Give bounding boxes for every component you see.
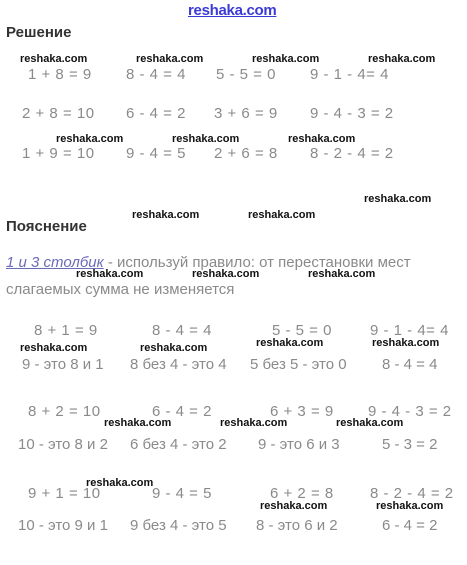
solution-equation: 6 - 4 = 2 (126, 105, 186, 122)
solution-equation: 9 - 1 - 4= 4 (310, 66, 389, 83)
solution-equation: 1 + 8 = 9 (28, 66, 92, 83)
explanation-text: 6 - 4 = 2 (382, 517, 438, 534)
explanation-text: 10 - это 8 и 2 (18, 436, 108, 453)
watermark: reshaka.com (192, 268, 260, 280)
rule-note-columns: 1 и 3 столбик (6, 254, 104, 271)
explanation-equation: 8 - 2 - 4 = 2 (370, 485, 454, 502)
explanation-equation: 8 - 4 = 4 (152, 322, 212, 339)
explanation-equation: 9 - 1 - 4= 4 (370, 322, 449, 339)
watermark: reshaka.com (260, 500, 328, 512)
solution-equation: 2 + 8 = 10 (22, 105, 95, 122)
explanation-text: 10 - это 9 и 1 (18, 517, 108, 534)
solution-equation: 2 + 6 = 8 (214, 145, 278, 162)
explanation-text: 9 - это 6 и 3 (258, 436, 340, 453)
explanation-equation: 6 + 2 = 8 (270, 485, 334, 502)
explanation-text: 8 без 4 - это 4 (130, 356, 227, 373)
watermark: reshaka.com (20, 342, 88, 354)
explanation-equation: 6 + 3 = 9 (270, 403, 334, 420)
site-logo[interactable]: reshaka.com (188, 2, 277, 19)
explanation-equation: 8 + 1 = 9 (34, 322, 98, 339)
solution-equation: 9 - 4 = 5 (126, 145, 186, 162)
explanation-equation: 9 - 4 = 5 (152, 485, 212, 502)
watermark: reshaka.com (20, 53, 88, 65)
section-heading-explanation: Пояснение (6, 218, 87, 235)
watermark: reshaka.com (140, 342, 208, 354)
explanation-text: 9 без 4 - это 5 (130, 517, 227, 534)
watermark: reshaka.com (336, 417, 404, 429)
watermark: reshaka.com (308, 268, 376, 280)
watermark: reshaka.com (172, 133, 240, 145)
watermark: reshaka.com (252, 53, 320, 65)
explanation-text: 9 - это 8 и 1 (22, 356, 104, 373)
watermark: reshaka.com (56, 133, 124, 145)
explanation-text: 5 без 5 - это 0 (250, 356, 347, 373)
rule-note-text: - используй правило: от перестановки мест (103, 254, 411, 271)
watermark: reshaka.com (220, 417, 288, 429)
watermark: reshaka.com (76, 268, 144, 280)
solution-equation: 8 - 4 = 4 (126, 66, 186, 83)
explanation-text: 5 - 3 = 2 (382, 436, 438, 453)
watermark: reshaka.com (86, 477, 154, 489)
solution-equation: 8 - 2 - 4 = 2 (310, 145, 394, 162)
explanation-text: 8 - это 6 и 2 (256, 517, 338, 534)
explanation-text: 6 без 4 - это 2 (130, 436, 227, 453)
watermark: reshaka.com (372, 337, 440, 349)
explanation-equation: 6 - 4 = 2 (152, 403, 212, 420)
solution-equation: 3 + 6 = 9 (214, 105, 278, 122)
section-heading-solution: Решение (6, 24, 72, 41)
watermark: reshaka.com (364, 193, 432, 205)
watermark: reshaka.com (132, 209, 200, 221)
solution-equation: 5 - 5 = 0 (216, 66, 276, 83)
watermark: reshaka.com (256, 337, 324, 349)
explanation-text: 8 - 4 = 4 (382, 356, 438, 373)
explanation-equation: 9 + 1 = 10 (28, 485, 101, 502)
watermark: reshaka.com (104, 417, 172, 429)
watermark: reshaka.com (376, 500, 444, 512)
solution-equation: 9 - 4 - 3 = 2 (310, 105, 394, 122)
rule-note-line2: слагаемых сумма не изменяется (6, 281, 235, 298)
watermark: reshaka.com (288, 133, 356, 145)
watermark: reshaka.com (248, 209, 316, 221)
solution-equation: 1 + 9 = 10 (22, 145, 95, 162)
watermark: reshaka.com (136, 53, 204, 65)
explanation-equation: 8 + 2 = 10 (28, 403, 101, 420)
watermark: reshaka.com (368, 53, 436, 65)
explanation-equation: 5 - 5 = 0 (272, 322, 332, 339)
explanation-equation: 9 - 4 - 3 = 2 (368, 403, 452, 420)
